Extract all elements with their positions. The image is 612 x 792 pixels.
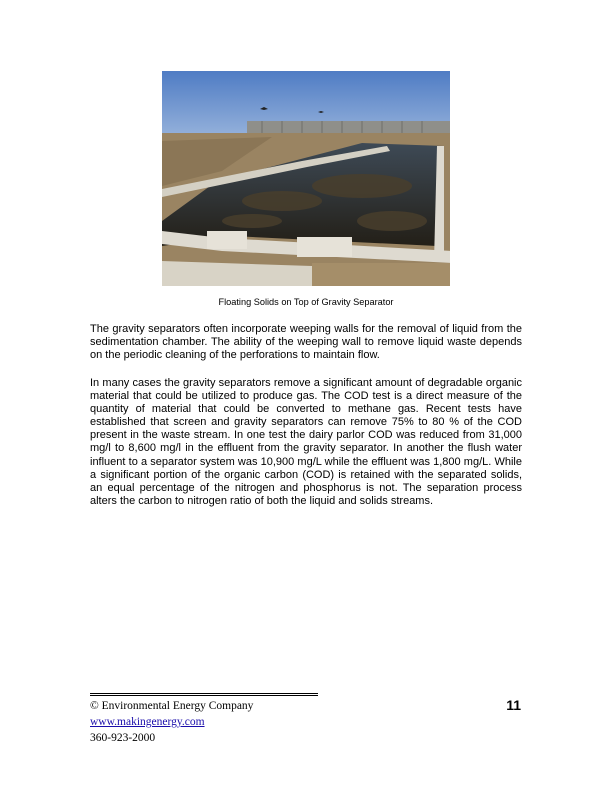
- footer-phone: 360-923-2000: [90, 732, 156, 744]
- far-fence: [247, 121, 450, 135]
- body-paragraph: In many cases the gravity separators remove a significant amount of degradable organic material that could be utilized to produce gas. The COD test is a direct measure of the quantity of material that could be converted to methane gas. Recent tests have established that screen and gravity separators can remove 75% to 80 % of the COD present in the waste stream. In one test the dairy parlor COD was reduced from 31,000 mg/l to 8,600 mg/l in the effluent from the gravity separator. In another the flush water influent to a separator system was 10,900 mg/L while the effluent was 1,800 mg/L. While a significant portion of the organic carbon (COD) is retained with the separated solids, an equal percentage of the nitrogen and phosphorus is not. The separation process alters the carbon to nitrogen ratio of both the liquid and solids streams.: [90, 377, 522, 507]
- body-paragraph: The gravity separators often incorporate weeping walls for the removal of liquid from the sedimentation chamber. The ability of the weeping wall to remove liquid waste depends on the periodic cleaning of the perforations to maintain flow.: [90, 323, 522, 362]
- page-number: 11: [506, 697, 521, 713]
- gravity-separator-photo: [162, 71, 450, 286]
- front-pier-left: [207, 231, 247, 249]
- footer-company: © Environmental Energy Company: [90, 700, 254, 712]
- front-pier-right: [297, 237, 352, 257]
- figure-caption: Floating Solids on Top of Gravity Separator: [218, 297, 394, 307]
- footer-website-link[interactable]: www.makingenergy.com: [90, 716, 205, 728]
- foreground-ground: [312, 263, 450, 286]
- footer-divider: [90, 693, 318, 696]
